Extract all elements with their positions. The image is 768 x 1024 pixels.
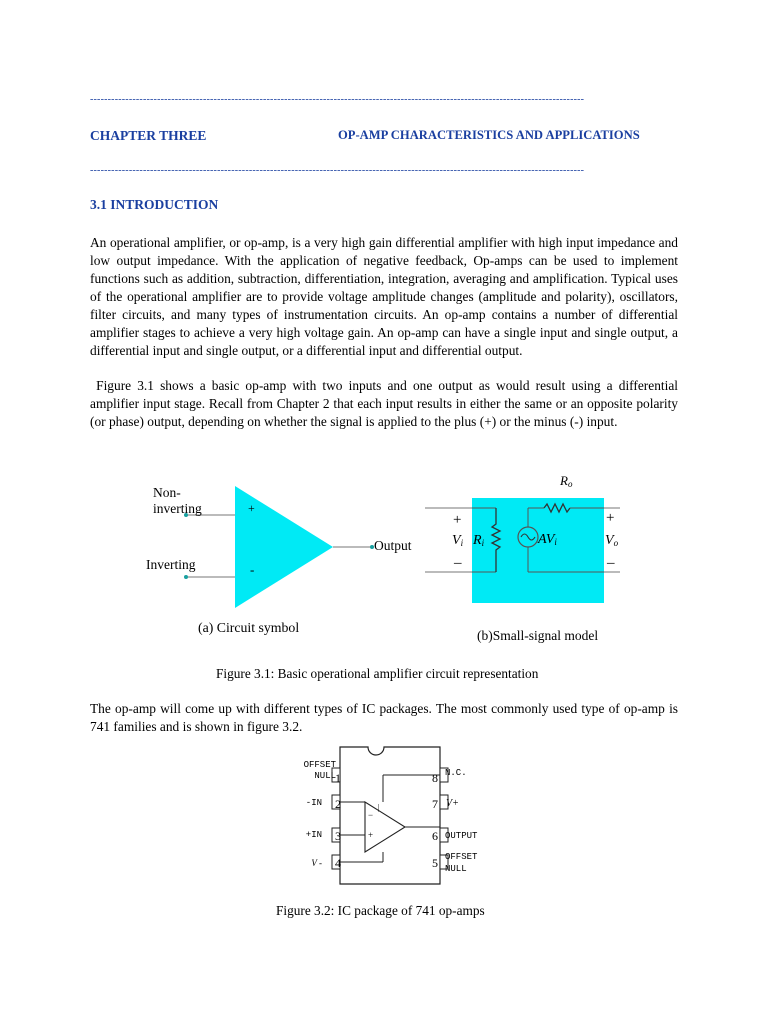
inverting-terminal xyxy=(184,575,188,579)
pin1-number: 1 xyxy=(335,771,341,785)
chapter-title: OP-AMP CHARACTERISTICS AND APPLICATIONS xyxy=(338,128,640,142)
pin6-number: 6 xyxy=(432,829,438,843)
ro-label: Ro xyxy=(560,473,573,489)
vo-label: Vo xyxy=(605,533,619,548)
subcaption-a: (a) Circuit symbol xyxy=(198,620,300,635)
pin4-label: V - xyxy=(311,858,322,868)
chapter-label: CHAPTER THREE xyxy=(90,128,207,143)
pin4-number: 4 xyxy=(335,856,341,870)
figure1-caption: Figure 3.1: Basic operational amplifier circuit representation xyxy=(216,666,539,681)
pin3-label: +IN xyxy=(305,830,322,840)
ic-body xyxy=(340,747,440,884)
model-block xyxy=(472,498,604,603)
pin5-label: OFFSET NULL xyxy=(445,852,478,874)
svg-text:+: + xyxy=(368,830,374,840)
pin6-label: OUTPUT xyxy=(445,831,478,841)
plus-sign: + xyxy=(248,501,255,515)
section-heading: 3.1 INTRODUCTION xyxy=(90,197,219,212)
pin8-number: 8 xyxy=(432,771,438,785)
intro-paragraph: An operational amplifier, or op-amp, is a very high gain differential amplifier with high input impedance and low output impedance. With the application of negative feedback, Op-amps can be used to implement functions such as addition, subtraction, differentiation, integration, averaging and amplification. Typical uses of the operational amplifier are to provide voltage amplitude changes (amplitude and polarity), oscillators, filter circuits, and many types of instrumentation circuits. An op-amp contains a number of differential amplifier stages to achieve a very high voltage gain. An op-amp can have a single input and single output, a differential input and single output, or a differential input and differential output. xyxy=(90,235,678,358)
input-minus: – xyxy=(454,555,462,571)
top-rule: -------------------------------------------------------------------------------------------------------------------------------------------- xyxy=(90,94,585,105)
pin7-number: 7 xyxy=(432,797,438,811)
output-label: Output xyxy=(374,538,412,553)
pin1-label: OFFSET NULL xyxy=(303,760,336,781)
subcaption-b: (b)Small-signal model xyxy=(477,628,599,643)
output-plus: + xyxy=(606,510,615,526)
input-plus: + xyxy=(453,512,462,528)
avi-label: AVi xyxy=(538,532,557,547)
pin8-label: N.C. xyxy=(445,768,467,778)
package-paragraph: The op-amp will come up with different types of IC packages. The most commonly used type of op-amp is 741 families and is shown in figure 3.2. xyxy=(90,701,678,734)
pin2-label: -IN xyxy=(305,798,322,808)
svg-text:|: | xyxy=(378,803,380,812)
figure2-caption: Figure 3.2: IC package of 741 op-amps xyxy=(276,903,485,918)
pin3-number: 3 xyxy=(335,829,341,843)
inverting-label: Inverting xyxy=(146,557,196,572)
svg-text:−: − xyxy=(368,810,374,820)
bottom-rule: -------------------------------------------------------------------------------------------------------------------------------------------- xyxy=(90,165,585,176)
noninverting-label: Non- inverting xyxy=(153,485,202,516)
pin7-label: V+ xyxy=(446,798,459,809)
minus-sign: - xyxy=(250,562,255,577)
pin2-number: 2 xyxy=(335,797,341,811)
ri-label: Ri xyxy=(473,533,485,548)
pin5-number: 5 xyxy=(432,856,438,870)
output-minus: – xyxy=(607,555,615,571)
figure-paragraph: Figure 3.1 shows a basic op-amp with two inputs and one output as would result using a differential amplifier input stage. Recall from Chapter 2 that each input results in either the same or an opposite polarity (or phase) output, depending on whether the signal is applied to the plus (+) or the minus (-) input. xyxy=(90,378,682,429)
small-signal-model xyxy=(420,470,640,615)
vi-label: Vi xyxy=(452,533,464,548)
